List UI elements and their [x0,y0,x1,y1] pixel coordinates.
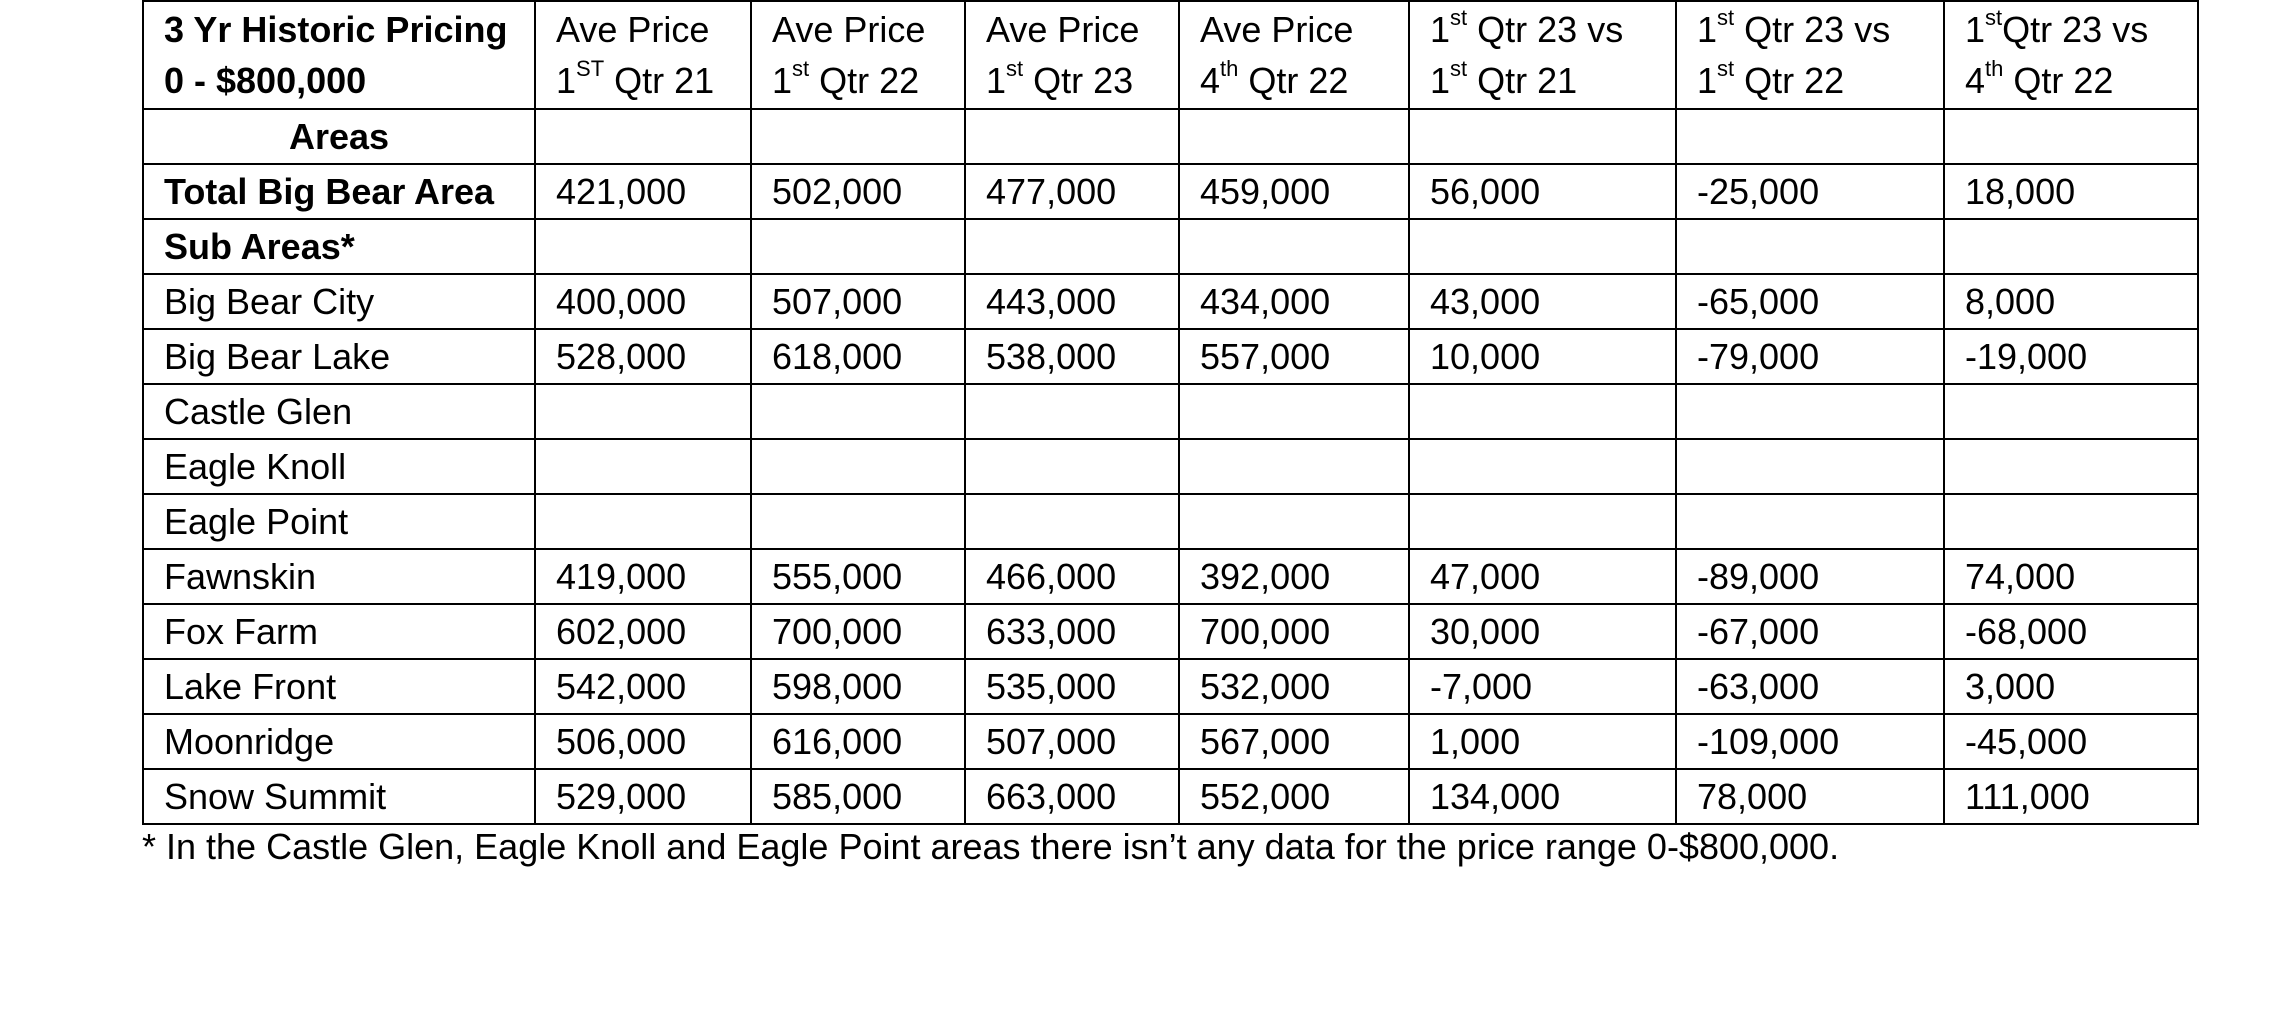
value-cell: 74,000 [1944,549,2198,604]
header-line: 1st Qtr 21 [1430,56,1578,101]
value-cell [1409,109,1676,164]
header-line: Ave Price [556,9,710,50]
value-cell: 1,000 [1409,714,1676,769]
value-cell [1179,439,1409,494]
value-cell: 392,000 [1179,549,1409,604]
row-label-cell: Fox Farm [143,604,535,659]
value-cell: 78,000 [1676,769,1944,824]
value-cell [751,219,965,274]
value-cell [1676,219,1944,274]
table-row [143,714,2198,769]
value-cell: -79,000 [1676,329,1944,384]
value-cell [1676,109,1944,164]
value-cell [1944,494,2198,549]
value-cell: 663,000 [965,769,1179,824]
value-cell: 466,000 [965,549,1179,604]
value-cell: -19,000 [1944,329,2198,384]
value-cell [1944,384,2198,439]
row-label-cell: Fawnskin [143,549,535,604]
value-cell: 532,000 [1179,659,1409,714]
value-cell: -63,000 [1676,659,1944,714]
value-cell [1179,384,1409,439]
value-cell: 535,000 [965,659,1179,714]
value-cell: -25,000 [1676,164,1944,219]
value-cell: 567,000 [1179,714,1409,769]
value-cell: 502,000 [751,164,965,219]
header-line: Ave Price [986,9,1140,50]
value-cell: -45,000 [1944,714,2198,769]
pricing-document [142,0,2199,825]
header-line: 1st Qtr 23 vs [1697,5,1891,50]
header-title-line: 3 Yr Historic Pricing [164,9,508,50]
value-cell: 47,000 [1409,549,1676,604]
table-row [143,164,2198,219]
value-cell: 528,000 [535,329,751,384]
value-cell: 602,000 [535,604,751,659]
value-cell: 459,000 [1179,164,1409,219]
value-cell: -89,000 [1676,549,1944,604]
row-label-cell: Big Bear City [143,274,535,329]
value-cell: 134,000 [1409,769,1676,824]
value-cell: 700,000 [751,604,965,659]
value-cell: -109,000 [1676,714,1944,769]
table-row [143,109,2198,164]
row-label-cell: Areas [143,109,535,164]
value-cell [1409,219,1676,274]
value-cell [535,109,751,164]
value-cell: 43,000 [1409,274,1676,329]
value-cell: 529,000 [535,769,751,824]
header-cell-ave-price-q4-22 [1179,1,1409,109]
value-cell: 507,000 [751,274,965,329]
header-line: 1ST Qtr 21 [556,56,715,101]
table-row [143,439,2198,494]
row-label-cell: Lake Front [143,659,535,714]
value-cell [1676,494,1944,549]
footnote: * In the Castle Glen, Eagle Knoll and Eagle Point areas there isn’t any data for the price range 0-$800,000. [142,826,1840,867]
value-cell: 443,000 [965,274,1179,329]
header-line: 1stQtr 23 vs [1965,5,2149,50]
value-cell: -68,000 [1944,604,2198,659]
value-cell: 557,000 [1179,329,1409,384]
value-cell: 3,000 [1944,659,2198,714]
table-row [143,769,2198,824]
header-cell-q1-23-vs-q1-22 [1676,1,1944,109]
value-cell [1179,494,1409,549]
value-cell [1179,109,1409,164]
header-cell-q1-23-vs-q4-22 [1944,1,2198,109]
value-cell [1179,219,1409,274]
value-cell [535,384,751,439]
header-cell-ave-price-q1-22 [751,1,965,109]
value-cell [1409,439,1676,494]
header-cell-area-pricing [143,1,535,109]
value-cell: 18,000 [1944,164,2198,219]
value-cell: 419,000 [535,549,751,604]
value-cell: 421,000 [535,164,751,219]
value-cell: -7,000 [1409,659,1676,714]
header-line: 4th Qtr 22 [1200,56,1349,101]
table-row [143,329,2198,384]
row-label-cell: Moonridge [143,714,535,769]
value-cell: 30,000 [1409,604,1676,659]
value-cell: 700,000 [1179,604,1409,659]
value-cell: 552,000 [1179,769,1409,824]
value-cell: 633,000 [965,604,1179,659]
value-cell: -67,000 [1676,604,1944,659]
historic-pricing-table [142,0,2199,825]
value-cell [751,494,965,549]
value-cell: 585,000 [751,769,965,824]
value-cell [751,384,965,439]
value-cell: 555,000 [751,549,965,604]
value-cell [1944,219,2198,274]
table-row [143,494,2198,549]
table-row [143,384,2198,439]
value-cell: 8,000 [1944,274,2198,329]
value-cell [1409,384,1676,439]
header-cell-ave-price-q1-21 [535,1,751,109]
value-cell: 506,000 [535,714,751,769]
row-label-cell: Total Big Bear Area [143,164,535,219]
row-label-cell: Sub Areas* [143,219,535,274]
value-cell [965,109,1179,164]
value-cell [751,109,965,164]
row-label-cell: Castle Glen [143,384,535,439]
header-line: 1st Qtr 22 [772,56,920,101]
value-cell: 616,000 [751,714,965,769]
value-cell [535,219,751,274]
table-row [143,604,2198,659]
header-row [143,1,2198,109]
value-cell: 434,000 [1179,274,1409,329]
value-cell: 618,000 [751,329,965,384]
value-cell [965,439,1179,494]
header-line: 4th Qtr 22 [1965,56,2114,101]
value-cell [965,384,1179,439]
value-cell: 400,000 [535,274,751,329]
header-line: 1st Qtr 22 [1697,56,1845,101]
table-row [143,549,2198,604]
row-label-cell: Big Bear Lake [143,329,535,384]
header-line: Ave Price [772,9,926,50]
value-cell: 10,000 [1409,329,1676,384]
value-cell [1944,439,2198,494]
value-cell [965,219,1179,274]
header-line: Ave Price [1200,9,1354,50]
value-cell: 507,000 [965,714,1179,769]
value-cell: 538,000 [965,329,1179,384]
value-cell [1676,439,1944,494]
value-cell [1409,494,1676,549]
value-cell [965,494,1179,549]
header-line: 1st Qtr 23 [986,56,1134,101]
value-cell: 56,000 [1409,164,1676,219]
table-row [143,659,2198,714]
value-cell: -65,000 [1676,274,1944,329]
value-cell [1676,384,1944,439]
value-cell [1944,109,2198,164]
row-label-cell: Snow Summit [143,769,535,824]
value-cell: 477,000 [965,164,1179,219]
row-label-cell: Eagle Point [143,494,535,549]
header-cell-ave-price-q1-23 [965,1,1179,109]
table-row [143,219,2198,274]
value-cell [535,439,751,494]
value-cell: 111,000 [1944,769,2198,824]
value-cell [751,439,965,494]
value-cell: 598,000 [751,659,965,714]
value-cell: 542,000 [535,659,751,714]
table-row [143,274,2198,329]
header-cell-q1-23-vs-q1-21 [1409,1,1676,109]
row-label-cell: Eagle Knoll [143,439,535,494]
table-body [143,109,2198,824]
header-line: 1st Qtr 23 vs [1430,5,1624,50]
value-cell [535,494,751,549]
header-range-line: 0 - $800,000 [164,60,367,101]
